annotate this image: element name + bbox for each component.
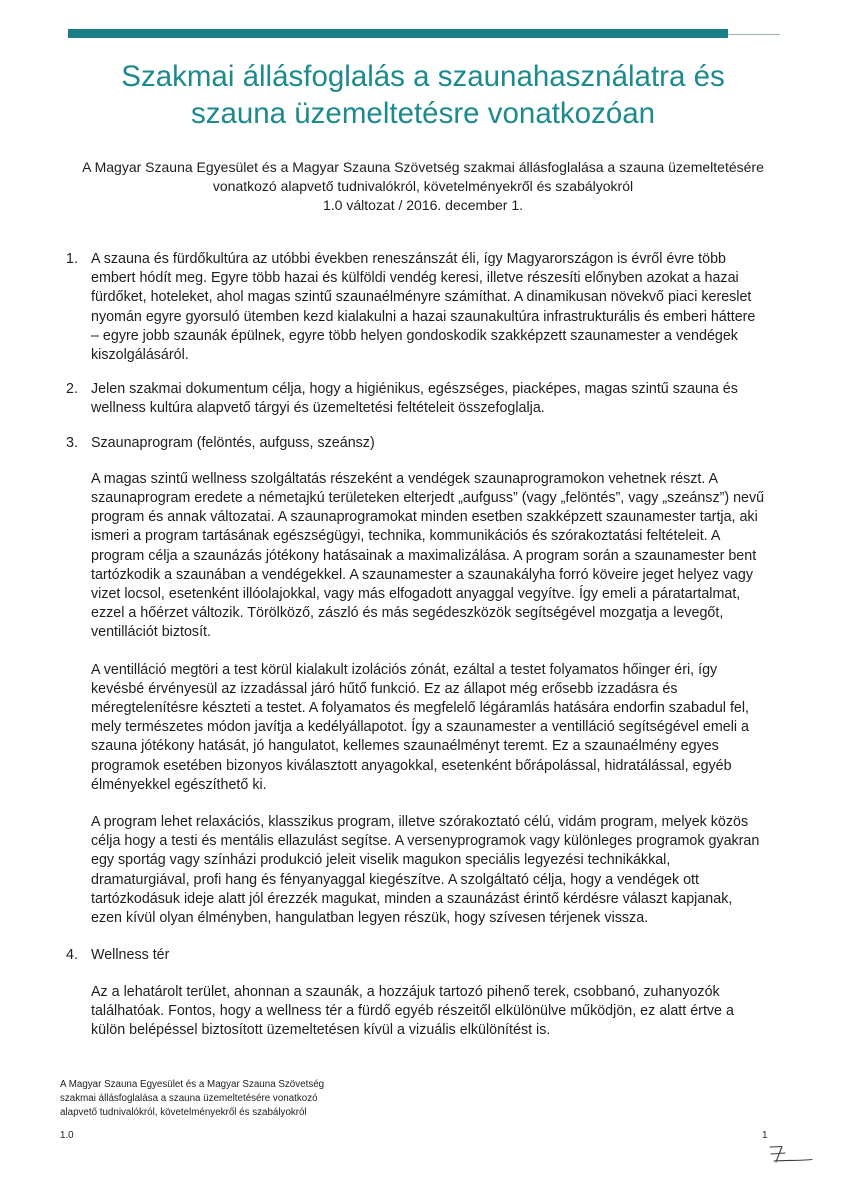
footer-line: szakmai állásfoglalása a szauna üzemeltetésére vonatkozó bbox=[60, 1093, 318, 1104]
page-number: 1 bbox=[762, 1130, 768, 1141]
item-text: A szauna és fürdőkultúra az utóbbi években reneszánszát éli, így Magyarországon is évről évre több embert hódít meg. Egyre több hazai és külföldi vendég keresi, illetve részesíti előnyben azokat a hazai fürdőket, hoteleket, ahol magas szintű szaunaélményre számíthat. A dinamikusan növekvő piaci kereslet nyomán egyre gyorsuló ütemben kezd kialakulni a hazai szaunakultúra infrastrukturális és emberi háttere – egyre jobb szaunák épülnek, egyre több helyen gondoskodik szakképzett szaunamester a vendégek kiszolgálásáról. bbox=[91, 251, 756, 364]
item-number: 1. bbox=[66, 251, 78, 267]
numbered-item bbox=[66, 380, 766, 418]
subtitle-line: vonatkozó alapvető tudnivalókról, követelményekről és szabályokról bbox=[212, 178, 634, 194]
section-title: Wellness tér bbox=[91, 947, 170, 964]
handwritten-initial-mark bbox=[768, 1142, 814, 1168]
numbered-item bbox=[66, 250, 766, 365]
footer-version: 1.0 bbox=[60, 1130, 74, 1141]
paragraph: A program lehet relaxációs, klasszikus program, illetve szórakoztató célú, vidám program, melyek közös célja hogy a testi és mentális ellazulást segítse. A versenyprogramok vagy különleges programok gyakran egy sportág vagy színházi produkció jeleit viselik magukon speciális legyezési technikákkal, dramaturgiával, profi hang és fényanyaggal kiegészítve. A szolgáltató célja, hogy a vendégek ott tartózkodásuk ideje alatt jól érezzék magukat, minden a szaunázást érintő kérdésre választ kapjanak, ezen kívül olyan élményben, hangulatban legyen részük, hogy szívesen térjenek vissza. bbox=[91, 814, 760, 927]
paragraph: Az a lehatárolt terület, ahonnan a szaunák, a hozzájuk tartozó pihenő terek, csobbanó, zuhanyozók találhatóak. Fontos, hogy a wellness tér a fürdő egyéb részeitől elkülönülve működjön, ez alatt értve a külön belépéssel biztosított üzemeltetésen kívül a vizuális elkülönítést is. bbox=[91, 983, 734, 1038]
version-date: 1.0 változat / 2016. december 1. bbox=[322, 197, 523, 213]
footer-line: A Magyar Szauna Egyesület és a Magyar Szauna Szövetség bbox=[60, 1079, 325, 1090]
document-body bbox=[66, 250, 766, 1058]
header-rule-thin bbox=[728, 34, 780, 35]
document-title bbox=[60, 58, 786, 132]
footer-text bbox=[60, 1078, 380, 1120]
subtitle-line: A Magyar Szauna Egyesület és a Magyar Szauna Szövetség szakmai állásfoglalása a szauna üzemeltetésére bbox=[82, 159, 764, 175]
title-line: szauna üzemeltetésre vonatkozóan bbox=[190, 97, 656, 130]
section-title: Szaunaprogram (felöntés, aufguss, szeánsz) bbox=[91, 434, 375, 451]
paragraph: A magas szintű wellness szolgáltatás részeként a vendégek szaunaprogramokon vehetnek részt. A szaunaprogram eredete a németajkú területeken elterjedt „aufguss” (vagy „felöntés”, vagy „szeánsz”) nevű program és annak változatai. A szaunaprogramokat minden esetben szakképzett szaunamester tartja, aki ismeri a program tartásának egészségügyi, technika, kommunikációs és szórakoztatási feltételeit. A program célja a szaunázás jótékony hatásainak a maximalizálása. A program során a szaunamester bent tartózkodik a szaunában a vendégekkel. A szaunamester a szaunakályha forró köveire jeget helyez vagy vizet locsol, esetenként illóolajokkal, vagy más elfogadott anyaggal vegyítve. Így emeli a páratartalmat, ezzel a hőérzet változik. Törölköző, zászló és más segédeszközök segítségével mozgatja a levegőt, ventillációt biztosít. bbox=[91, 470, 765, 641]
section-heading bbox=[66, 946, 766, 965]
item-text: Jelen szakmai dokumentum célja, hogy a higiénikus, egészséges, piacképes, magas szintű szauna és wellness kultúra alapvető tárgyi és üzemeltetési feltételeit összefoglalja. bbox=[91, 381, 738, 417]
item-number: 4. bbox=[66, 947, 78, 964]
item-number: 3. bbox=[66, 434, 78, 451]
title-line: Szakmai állásfoglalás a szaunahasználatra és bbox=[121, 60, 725, 93]
item-number: 2. bbox=[66, 381, 78, 398]
section-heading bbox=[66, 434, 766, 453]
paragraph: A ventilláció megtöri a test körül kialakult izolációs zónát, ezáltal a testet folyamatos hőinger éri, így kevésbé érvényesül az izzadással járó hűtő funkció. Ez az állapot még erősebb izzadásra és méregtelenítésre készteti a testet. A folyamatos és megfelelő légáramlás hatására endorfin szabadul fel, mely természetes módon javítja a kedélyállapotot. Így a szaunamester a ventilláció segítségével emeli a szauna jótékony hatását, jó hangulatot, kellemes szaunaélményt teremt. Ez a szaunaélmény egyes programok esetében bizonyos kiválasztott anyagokkal, esetenként bőrápolással, hidratálással, egyéb élményekkel egészíthető ki. bbox=[91, 661, 750, 793]
footer-line: alapvető tudnivalókról, követelményekről és szabályokról bbox=[60, 1107, 307, 1118]
document-subtitle bbox=[60, 158, 786, 215]
header-rule bbox=[68, 29, 728, 38]
